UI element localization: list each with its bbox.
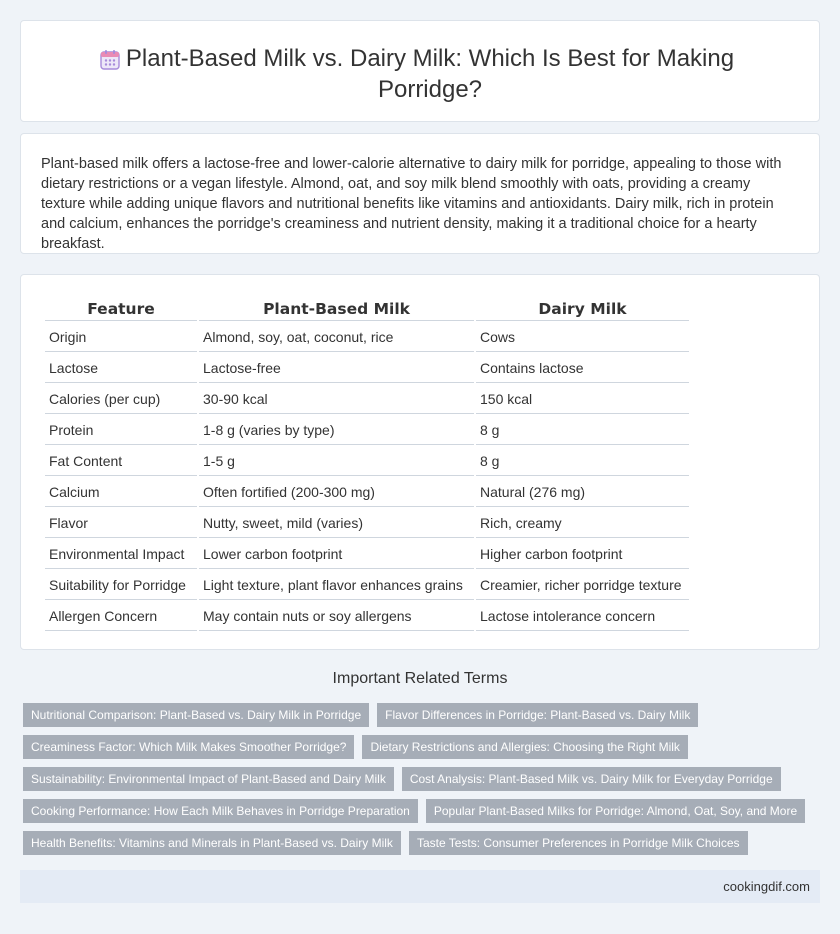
- table-cell: 8 g: [476, 416, 689, 445]
- table-row: [45, 540, 689, 569]
- table-row: [45, 602, 689, 631]
- table-cell: Lactose-free: [199, 354, 474, 383]
- tag-row: [23, 767, 803, 791]
- header-plant-based: Plant-Based Milk: [199, 297, 474, 321]
- table-cell: Protein: [45, 416, 197, 445]
- table-cell: Environmental Impact: [45, 540, 197, 569]
- table-cell: Contains lactose: [476, 354, 689, 383]
- table-cell: Almond, soy, oat, coconut, rice: [199, 323, 474, 352]
- table-cell: Cows: [476, 323, 689, 352]
- table-cell: Lower carbon footprint: [199, 540, 474, 569]
- table-row: [45, 323, 689, 352]
- table-cell: Allergen Concern: [45, 602, 197, 631]
- tag-row: [23, 703, 803, 727]
- comparison-table: [43, 295, 691, 633]
- table-cell: Rich, creamy: [476, 509, 689, 538]
- related-term-tag[interactable]: Taste Tests: Consumer Preferences in Porridge Milk Choices: [409, 831, 748, 855]
- table-cell: 1-8 g (varies by type): [199, 416, 474, 445]
- table-cell: 150 kcal: [476, 385, 689, 414]
- table-row: [45, 447, 689, 476]
- table-cell: Flavor: [45, 509, 197, 538]
- table-cell: Calories (per cup): [45, 385, 197, 414]
- comparison-table-card: [20, 274, 820, 650]
- tag-row: [23, 831, 803, 855]
- related-terms-list: [23, 703, 803, 863]
- footer: [20, 870, 820, 903]
- related-term-tag[interactable]: Popular Plant-Based Milks for Porridge: Almond, Oat, Soy, and More: [426, 799, 805, 823]
- table-row: [45, 571, 689, 600]
- related-term-tag[interactable]: Sustainability: Environmental Impact of Plant-Based and Dairy Milk: [23, 767, 394, 791]
- table-cell: Lactose: [45, 354, 197, 383]
- tag-row: [23, 799, 803, 823]
- related-term-tag[interactable]: Cost Analysis: Plant-Based Milk vs. Dairy Milk for Everyday Porridge: [402, 767, 781, 791]
- table-cell: May contain nuts or soy allergens: [199, 602, 474, 631]
- related-term-tag[interactable]: Health Benefits: Vitamins and Minerals in Plant-Based vs. Dairy Milk: [23, 831, 401, 855]
- header-card: [20, 20, 820, 122]
- related-terms-heading: Important Related Terms: [332, 670, 508, 687]
- table-row: [45, 416, 689, 445]
- page-title: Plant-Based Milk vs. Dairy Milk: Which Is Best for Making Porridge?: [125, 45, 735, 103]
- table-cell: Calcium: [45, 478, 197, 507]
- intro-paragraph: Plant-based milk offers a lactose-free and lower-calorie alternative to dairy milk for porridge, appealing to those with dietary restrictions or a vegan lifestyle. Almond, oat, and soy milk blend smoothly with oats, providing a creamy texture while adding unique flavors and nutritional benefits like vitamins and antioxidants. Dairy milk, rich in protein and calcium, enhances the porridge's creaminess and nutrient density, making it a traditional choice for a hearty breakfast.: [41, 156, 782, 252]
- table-cell: 8 g: [476, 447, 689, 476]
- table-cell: Suitability for Porridge: [45, 571, 197, 600]
- table-cell: Higher carbon footprint: [476, 540, 689, 569]
- related-term-tag[interactable]: Nutritional Comparison: Plant-Based vs. Dairy Milk in Porridge: [23, 703, 369, 727]
- table-cell: Light texture, plant flavor enhances grains: [199, 571, 474, 600]
- related-term-tag[interactable]: Dietary Restrictions and Allergies: Choosing the Right Milk: [362, 735, 687, 759]
- site-link[interactable]: cookingdif.com: [723, 879, 810, 894]
- tag-row: [23, 735, 803, 759]
- related-term-tag[interactable]: Cooking Performance: How Each Milk Behaves in Porridge Preparation: [23, 799, 418, 823]
- header-feature: Feature: [45, 297, 197, 321]
- intro-card: [20, 133, 820, 254]
- table-cell: Origin: [45, 323, 197, 352]
- table-row: [45, 385, 689, 414]
- table-row: [45, 354, 689, 383]
- table-cell: Nutty, sweet, mild (varies): [199, 509, 474, 538]
- table-cell: Creamier, richer porridge texture: [476, 571, 689, 600]
- table-cell: Fat Content: [45, 447, 197, 476]
- related-term-tag[interactable]: Creaminess Factor: Which Milk Makes Smoother Porridge?: [23, 735, 354, 759]
- table-row: [45, 478, 689, 507]
- table-cell: 30-90 kcal: [199, 385, 474, 414]
- table-cell: Lactose intolerance concern: [476, 602, 689, 631]
- related-term-tag[interactable]: Flavor Differences in Porridge: Plant-Based vs. Dairy Milk: [377, 703, 698, 727]
- table-row: [45, 509, 689, 538]
- table-header-row: [45, 297, 689, 321]
- header-dairy: Dairy Milk: [476, 297, 689, 321]
- table-cell: 1-5 g: [199, 447, 474, 476]
- table-cell: Often fortified (200-300 mg): [199, 478, 474, 507]
- table-cell: Natural (276 mg): [476, 478, 689, 507]
